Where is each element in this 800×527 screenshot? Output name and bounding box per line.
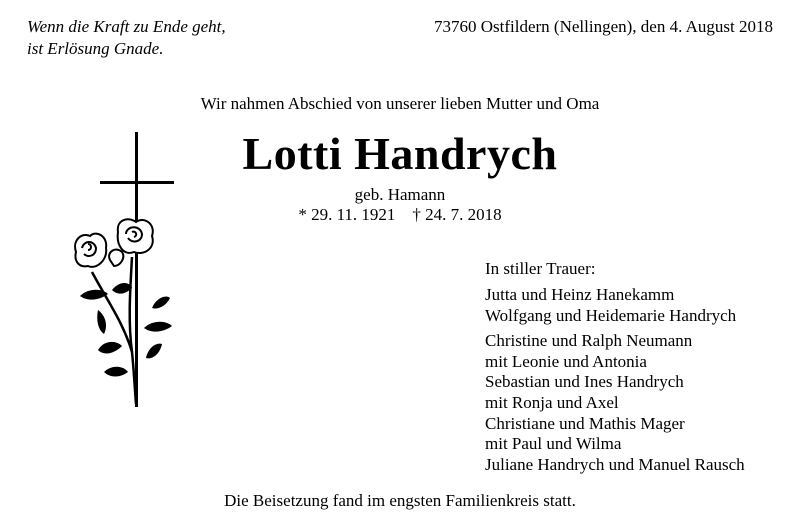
maiden-name: geb. Hamann: [354, 185, 446, 204]
list-item: Christiane und Mathis Mager: [485, 413, 685, 433]
list-item: Juliane Handrych und Manuel Rausch: [485, 454, 745, 474]
farewell-intro: Wir nahmen Abschied von unserer lieben Mutter und Oma: [200, 94, 600, 113]
list-item: Christine und Ralph Neumann: [485, 331, 693, 351]
life-dates: * 29. 11. 1921 † 24. 7. 2018: [298, 205, 502, 224]
list-item: mit Paul und Wilma: [485, 434, 622, 454]
list-item: Jutta und Heinz Hanekamm: [485, 285, 675, 304]
epitaph-line: Wenn die Kraft zu Ende geht,: [27, 17, 226, 36]
epitaph-line: ist Erlösung Gnade.: [27, 39, 164, 58]
list-item: Wolfgang und Heidemarie Handrych: [485, 305, 737, 325]
mourners-list: [485, 285, 745, 475]
deceased-name: Lotti Handrych: [242, 128, 558, 179]
epitaph-quote: [27, 16, 287, 60]
list-item: mit Leonie und Antonia: [485, 351, 647, 371]
list-item: Sebastian und Ines Handrych: [485, 372, 684, 392]
burial-note: Die Beisetzung fand im engsten Familienkreis statt.: [224, 491, 576, 510]
place-and-date: 73760 Ostfildern (Nellingen), den 4. August 2018: [433, 17, 773, 36]
cross-with-roses-icon: [68, 132, 178, 410]
mourning-label: In stiller Trauer:: [485, 259, 596, 278]
list-item: mit Ronja und Axel: [485, 392, 619, 412]
